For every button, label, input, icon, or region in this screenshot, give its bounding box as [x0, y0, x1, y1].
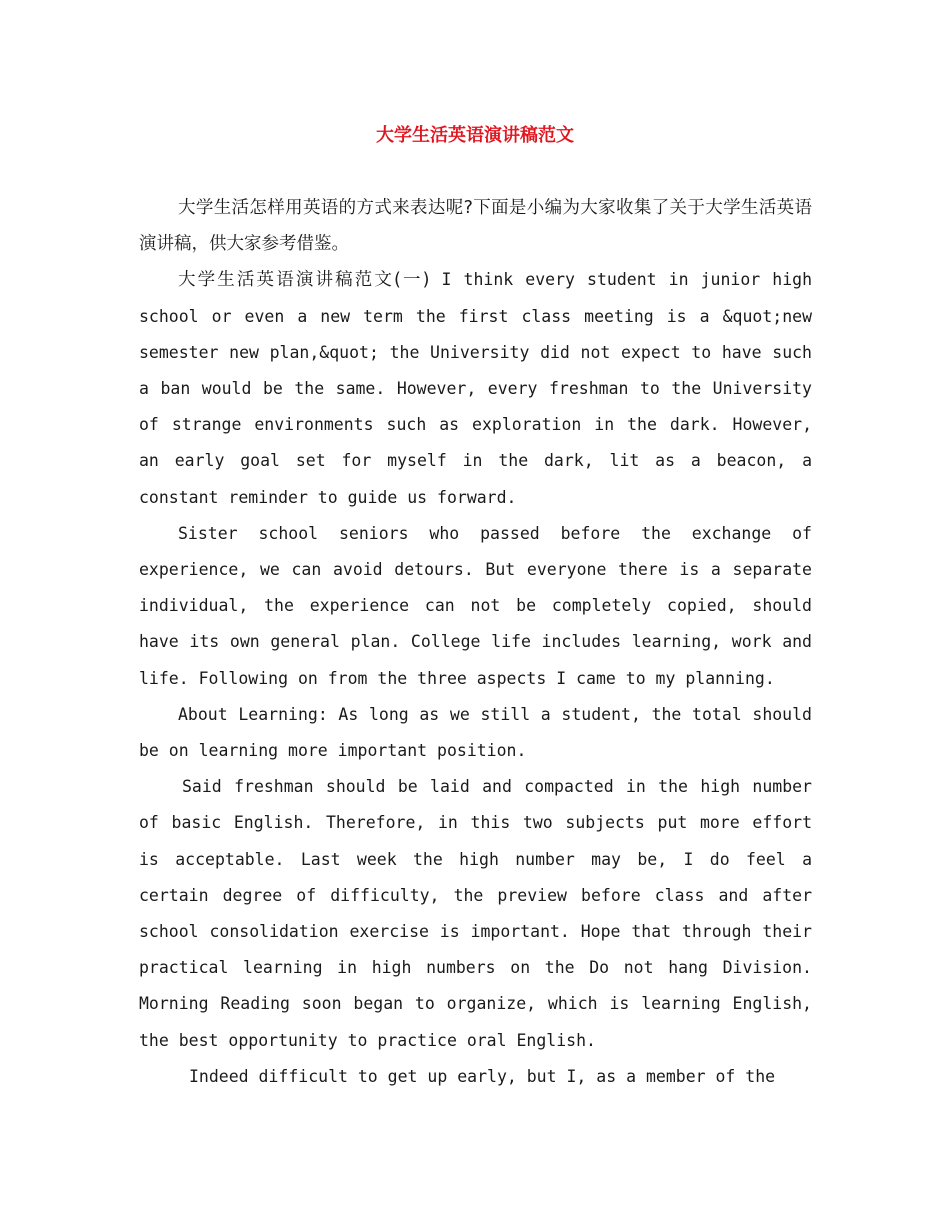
document-title: 大学生活英语演讲稿范文	[376, 125, 574, 146]
section-heading: 大学生活英语演讲稿范文(一)	[178, 270, 430, 291]
paragraph-5: Indeed difficult to get up early, but I, as a member of the	[189, 1066, 776, 1086]
intro-paragraph: 大学生活怎样用英语的方式来表达呢?下面是小编为大家收集了关于大学生活英语演讲稿，供大家参考借鉴。	[139, 198, 812, 255]
document-body	[139, 190, 812, 1095]
paragraph-1	[139, 262, 812, 515]
paragraph-2: Sister school seniors who passed before the exchange of experience, we can avoid detours. But everyone there is a separate individual, the experience can not be completely copied, should have its own general plan. College life includes learning, work and life. Following on from the three aspects I came to my planning.	[139, 523, 812, 688]
paragraph-4: Said freshman should be laid and compacted in the high number of basic English. Therefore, in this two subjects put more effort is acceptable. Last week the high number may be, I do feel a certain degree of difficulty, the preview before class and after school consolidation exercise is important. Hope that through their practical learning in high numbers on the Do not hang Division. Morning Reading soon began to organize, which is learning English, the best opportunity to practice oral English.	[139, 777, 812, 1050]
paragraph-1-text: I think every student in junior high school or even a new term the first class meeting is a &quot;new semester new plan,&quot; the University did not expect to have such a ban would be the same. However, every freshman to the University of strange environments such as exploration in the dark. However, an early goal set for myself in the dark, lit as a beacon, a constant reminder to guide us forward.	[139, 270, 812, 507]
paragraph-3: About Learning: As long as we still a student, the total should be on learning more important position.	[139, 704, 812, 761]
spacer	[429, 270, 441, 289]
